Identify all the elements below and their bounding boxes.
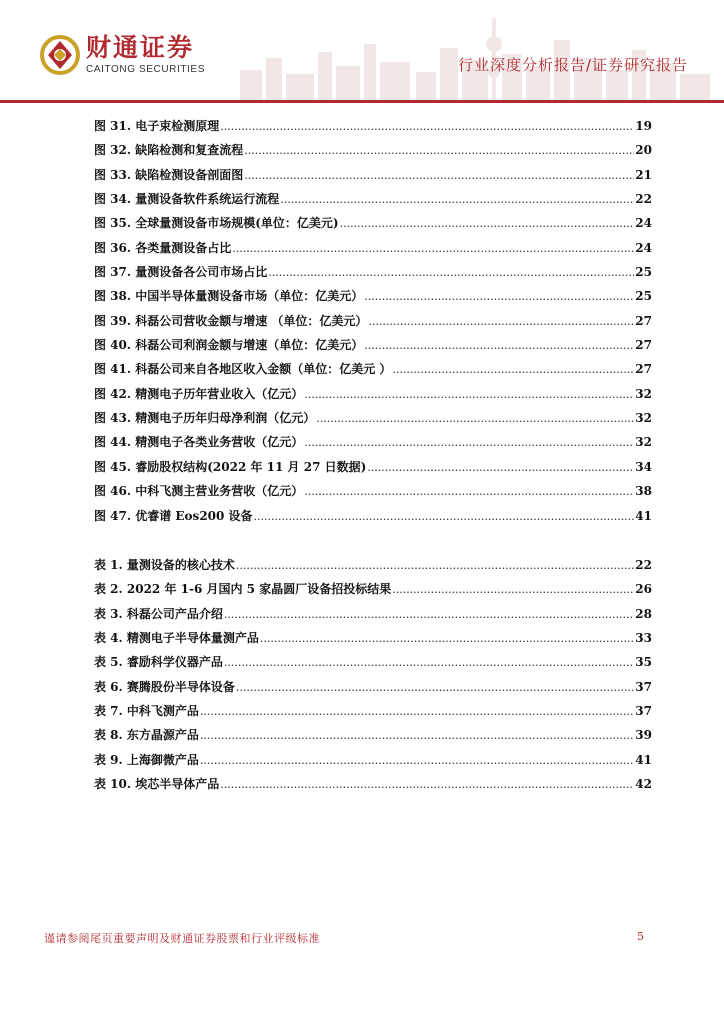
toc-entry-title[interactable]: 表 8. 东方晶源产品 — [94, 728, 199, 743]
toc-page-number[interactable]: 24 — [635, 216, 652, 231]
table-index-entry[interactable] — [94, 553, 652, 577]
dot-leader — [367, 456, 634, 480]
toc-page-number[interactable]: 21 — [635, 167, 652, 182]
toc-entry-title[interactable]: 图 39. 科磊公司营收金额与增速 （单位：亿美元） — [94, 313, 368, 328]
toc-entry-title[interactable]: 图 43. 精测电子历年归母净利润（亿元） — [94, 411, 316, 426]
toc-entry-title[interactable]: 表 7. 中科飞测产品 — [94, 704, 199, 719]
table-index-list — [94, 553, 652, 796]
table-index-entry[interactable] — [94, 577, 652, 601]
figure-index-entry[interactable] — [94, 382, 652, 406]
toc-entry-title[interactable]: 图 38. 中国半导体量测设备市场（单位：亿美元） — [94, 289, 364, 304]
page-number: 5 — [637, 930, 644, 943]
table-index-entry[interactable] — [94, 675, 652, 699]
toc-page-number[interactable]: 24 — [635, 240, 652, 255]
toc-entry-title[interactable]: 图 45. 睿励股权结构(2022 年 11 月 27 日数据) — [94, 459, 367, 474]
toc-page-number[interactable]: 38 — [635, 484, 652, 499]
dot-leader — [236, 554, 634, 578]
page-header — [0, 0, 724, 104]
toc-entry-title[interactable]: 表 9. 上海御微产品 — [94, 752, 199, 767]
figure-index-entry[interactable] — [94, 455, 652, 479]
table-index-entry[interactable] — [94, 650, 652, 674]
figure-index-entry[interactable] — [94, 163, 652, 187]
figure-index-entry[interactable] — [94, 187, 652, 211]
dot-leader — [244, 139, 634, 163]
toc-entry-title[interactable]: 图 36. 各类量测设备占比 — [94, 240, 232, 255]
toc-page-number[interactable]: 34 — [635, 459, 652, 474]
figure-index-entry[interactable] — [94, 236, 652, 260]
toc-page-number[interactable]: 33 — [635, 631, 652, 646]
dot-leader — [254, 505, 635, 529]
dot-leader — [200, 749, 634, 773]
report-type-label: 行业深度分析报告/证券研究报告 — [457, 56, 688, 74]
toc-entry-title[interactable]: 图 31. 电子束检测原理 — [94, 119, 220, 133]
dot-leader — [200, 700, 634, 724]
toc-entry-title[interactable]: 图 37. 量测设备各公司市场占比 — [94, 265, 268, 280]
brand-name-en: CAITONG SECURITIES — [86, 64, 205, 75]
toc-entry-title[interactable]: 表 1. 量测设备的核心技术 — [94, 558, 235, 572]
dot-leader — [244, 164, 634, 188]
toc-entry-title[interactable]: 图 47. 优睿谱 Eos200 设备 — [94, 508, 253, 523]
figure-index-entry[interactable] — [94, 430, 652, 454]
table-index-entry[interactable] — [94, 723, 652, 747]
header-divider — [0, 100, 724, 103]
dot-leader — [316, 407, 634, 431]
toc-page-number[interactable]: 20 — [635, 143, 652, 158]
dot-leader — [340, 212, 635, 236]
toc-page-number[interactable]: 26 — [635, 582, 652, 597]
toc-page-number[interactable]: 32 — [635, 435, 652, 450]
dot-leader — [304, 431, 634, 455]
toc-entry-title[interactable]: 图 33. 缺陷检测设备剖面图 — [94, 167, 244, 182]
table-index-entry[interactable] — [94, 772, 652, 796]
toc-entry-title[interactable]: 表 6. 赛腾股份半导体设备 — [94, 679, 235, 694]
toc-page-number[interactable]: 41 — [635, 508, 652, 523]
table-index-entry[interactable] — [94, 626, 652, 650]
dot-leader — [220, 773, 634, 797]
figure-index-entry[interactable] — [94, 211, 652, 235]
toc-entry-title[interactable]: 图 40. 科磊公司利润金额与增速（单位：亿美元） — [94, 338, 364, 353]
dot-leader — [392, 358, 634, 382]
toc-page-number[interactable]: 22 — [635, 192, 652, 207]
figure-index-entry[interactable] — [94, 260, 652, 284]
toc-page-number[interactable]: 37 — [635, 704, 652, 719]
toc-page-number[interactable]: 32 — [635, 386, 652, 401]
footer-disclaimer: 谨请参阅尾页重要声明及财通证券股票和行业评级标准 — [44, 932, 320, 945]
toc-entry-title[interactable]: 表 2. 2022 年 1-6 月国内 5 家晶圆厂设备招投标结果 — [94, 582, 392, 597]
toc-page-number[interactable]: 27 — [635, 313, 652, 328]
toc-entry-title[interactable]: 图 35. 全球量测设备市场规模(单位：亿美元) — [94, 216, 339, 231]
toc-entry-title[interactable]: 图 32. 缺陷检测和复查流程 — [94, 143, 244, 158]
figure-index-list — [94, 114, 652, 528]
figure-index-entry[interactable] — [94, 309, 652, 333]
dot-leader — [260, 627, 634, 651]
toc-page-number[interactable]: 27 — [635, 338, 652, 353]
dot-leader — [268, 261, 634, 285]
toc-page-number[interactable]: 37 — [635, 679, 652, 694]
dot-leader — [224, 603, 634, 627]
dot-leader — [304, 383, 634, 407]
toc-entry-title[interactable]: 图 41. 科磊公司来自各地区收入金额（单位：亿美元 ） — [94, 362, 392, 377]
dot-leader — [236, 676, 634, 700]
toc-page-number[interactable]: 35 — [635, 655, 652, 670]
toc-entry-title[interactable]: 图 44. 精测电子各类业务营收（亿元） — [94, 435, 304, 450]
toc-entry-title[interactable]: 图 42. 精测电子历年营业收入（亿元） — [94, 386, 304, 401]
dot-leader — [220, 115, 634, 139]
toc-entry-title[interactable]: 图 34. 量测设备软件系统运行流程 — [94, 192, 280, 207]
dot-leader — [224, 651, 634, 675]
figure-index-entry[interactable] — [94, 504, 652, 528]
toc-entry-title[interactable]: 表 5. 睿励科学仪器产品 — [94, 655, 223, 670]
dot-leader — [304, 480, 634, 504]
dot-leader — [368, 310, 634, 334]
toc-page-number[interactable]: 28 — [635, 606, 652, 621]
toc-page-number[interactable]: 41 — [635, 752, 652, 767]
figure-index-entry[interactable] — [94, 138, 652, 162]
dot-leader — [232, 237, 634, 261]
dot-leader — [364, 285, 634, 309]
figure-index-entry[interactable] — [94, 333, 652, 357]
figure-index-entry[interactable] — [94, 284, 652, 308]
toc-page-number[interactable]: 19 — [635, 119, 652, 133]
toc-page-number[interactable]: 22 — [635, 558, 652, 572]
table-index-entry[interactable] — [94, 602, 652, 626]
figure-index-entry[interactable] — [94, 357, 652, 381]
toc-page-number[interactable]: 25 — [635, 289, 652, 304]
caitong-logo-icon — [40, 35, 80, 75]
dot-leader — [392, 578, 634, 602]
toc-page-number[interactable]: 39 — [635, 728, 652, 743]
dot-leader — [364, 334, 634, 358]
table-index-entry[interactable] — [94, 699, 652, 723]
brand-logo — [40, 34, 205, 76]
figure-index-entry[interactable] — [94, 114, 652, 138]
toc-entry-title[interactable]: 表 4. 精测电子半导体量测产品 — [94, 631, 259, 646]
toc-page-number[interactable]: 42 — [635, 777, 652, 792]
toc-entry-title[interactable]: 图 46. 中科飞测主营业务营收（亿元） — [94, 484, 304, 499]
dot-leader — [200, 724, 634, 748]
figure-index-entry[interactable] — [94, 479, 652, 503]
toc-page-number[interactable]: 27 — [635, 362, 652, 377]
brand-name-cn: 财通证券 — [86, 33, 195, 62]
toc-entry-title[interactable]: 表 10. 埃芯半导体产品 — [94, 777, 220, 792]
toc-page-number[interactable]: 25 — [635, 265, 652, 280]
toc-page-number[interactable]: 32 — [635, 411, 652, 426]
table-index-entry[interactable] — [94, 748, 652, 772]
figure-index-entry[interactable] — [94, 406, 652, 430]
dot-leader — [280, 188, 634, 212]
toc-entry-title[interactable]: 表 3. 科磊公司产品介绍 — [94, 606, 223, 621]
